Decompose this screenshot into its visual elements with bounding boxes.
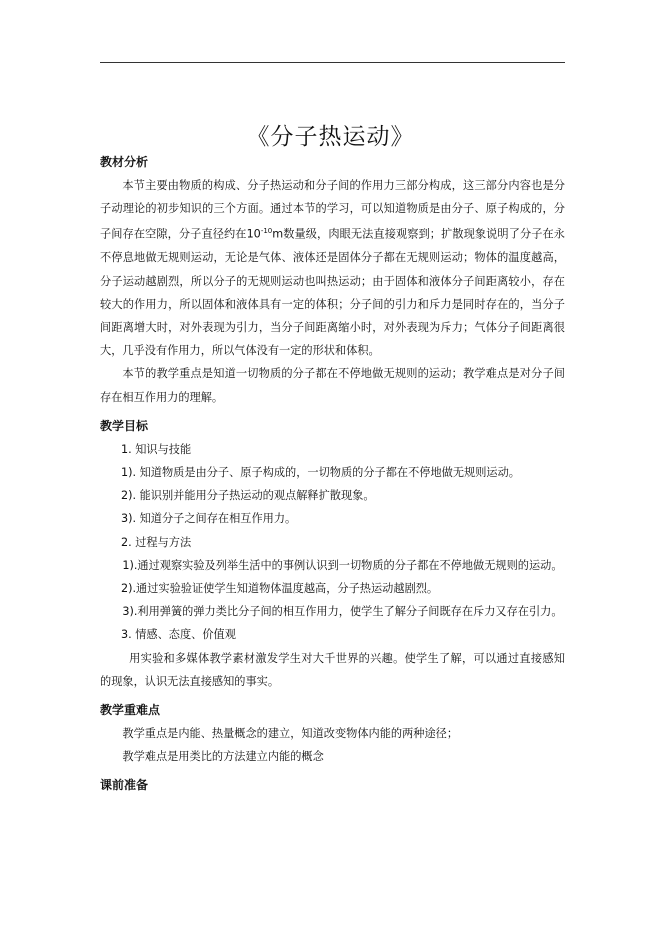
goal-item: 2). 能识别并能用分子热运动的观点解释扩散现象。 [121, 489, 375, 503]
section-heading-goals: 教学目标 [100, 418, 149, 433]
analysis-paragraph-2: 本节的教学重点是知道一切物质的分子都在不停地做无规则的运动；教学难点是对分子间存在相互作用力的理解。 [100, 367, 565, 404]
document-title: 《分子热运动》 [246, 124, 415, 150]
keypoint-focus: 教学重点是内能、热量概念的建立，知道改变物体内能的两种途径； [122, 727, 459, 740]
analysis-paragraph-1: 本节主要由物质的构成、分子热运动和分子间的作用力三部分构成，这三部分内容也是分子动理论的初步知识的三个方面。通过本节的学习，可以知道物质是由分子、原子构成的，分子间存在空隙，分子直径约在$10^{-10}m$数量级，肉眼无法直接观察到；扩散现象说明了分子在永不停息地做无规则运动，无论是气体、液体还是固体分子都在无规则运动；物体的温度越高，分子运动越剧烈，所以分子的无规则运动也叫热运动；由于固体和液体分子间距离较小，存在较大的作用力，所以固体和液体具有一定的体积；分子间的引力和斥力是同时存在的，当分子间距离增大时，对外表现为引力，当分子间距离缩小时，对外表现为斥力；气体分子间距离很大，几乎没有作用力，所以气体没有一定的形状和体积。 [100, 179, 565, 358]
goal-item: 用实验和多媒体教学素材激发学生对大千世界的兴趣。使学生了解，可以通过直接感知的现象，认识无法直接感知的事实。 [100, 651, 565, 688]
goal-item: 3). 知道分子之间存在相互作用力。 [121, 512, 297, 526]
section-heading-keypoints: 教学重难点 [100, 703, 161, 717]
goal-item: 3).利用弹簧的弹力类比分子间的相互作用力，使学生了解分子间既存在斥力又存在引力。 [122, 605, 563, 619]
section-heading-prep: 课前准备 [100, 778, 149, 793]
goal-item: 2).通过实验验证使学生知道物体温度越高，分子热运动越剧烈。 [121, 581, 439, 595]
section-heading-analysis: 教材分析 [100, 155, 149, 169]
goal-knowledge-skills: 1. 知识与技能 [121, 442, 192, 456]
goal-emotion-values: 3. 情感、态度、价值观 [121, 628, 236, 642]
goal-process-method: 2. 过程与方法 [121, 535, 192, 549]
goal-item: 1). 知道物质是由分子、原子构成的，一切物质的分子都在不停地做无规则运动。 [121, 465, 520, 479]
goal-item: 1).通过观察实验及列举生活中的事例认识到一切物质的分子都在不停地做无规则的运动。 [122, 558, 563, 572]
document-body [100, 148, 565, 797]
keypoint-difficulty: 教学难点是用类比的方法建立内能的概念 [122, 750, 324, 764]
header-rule [100, 62, 565, 63]
